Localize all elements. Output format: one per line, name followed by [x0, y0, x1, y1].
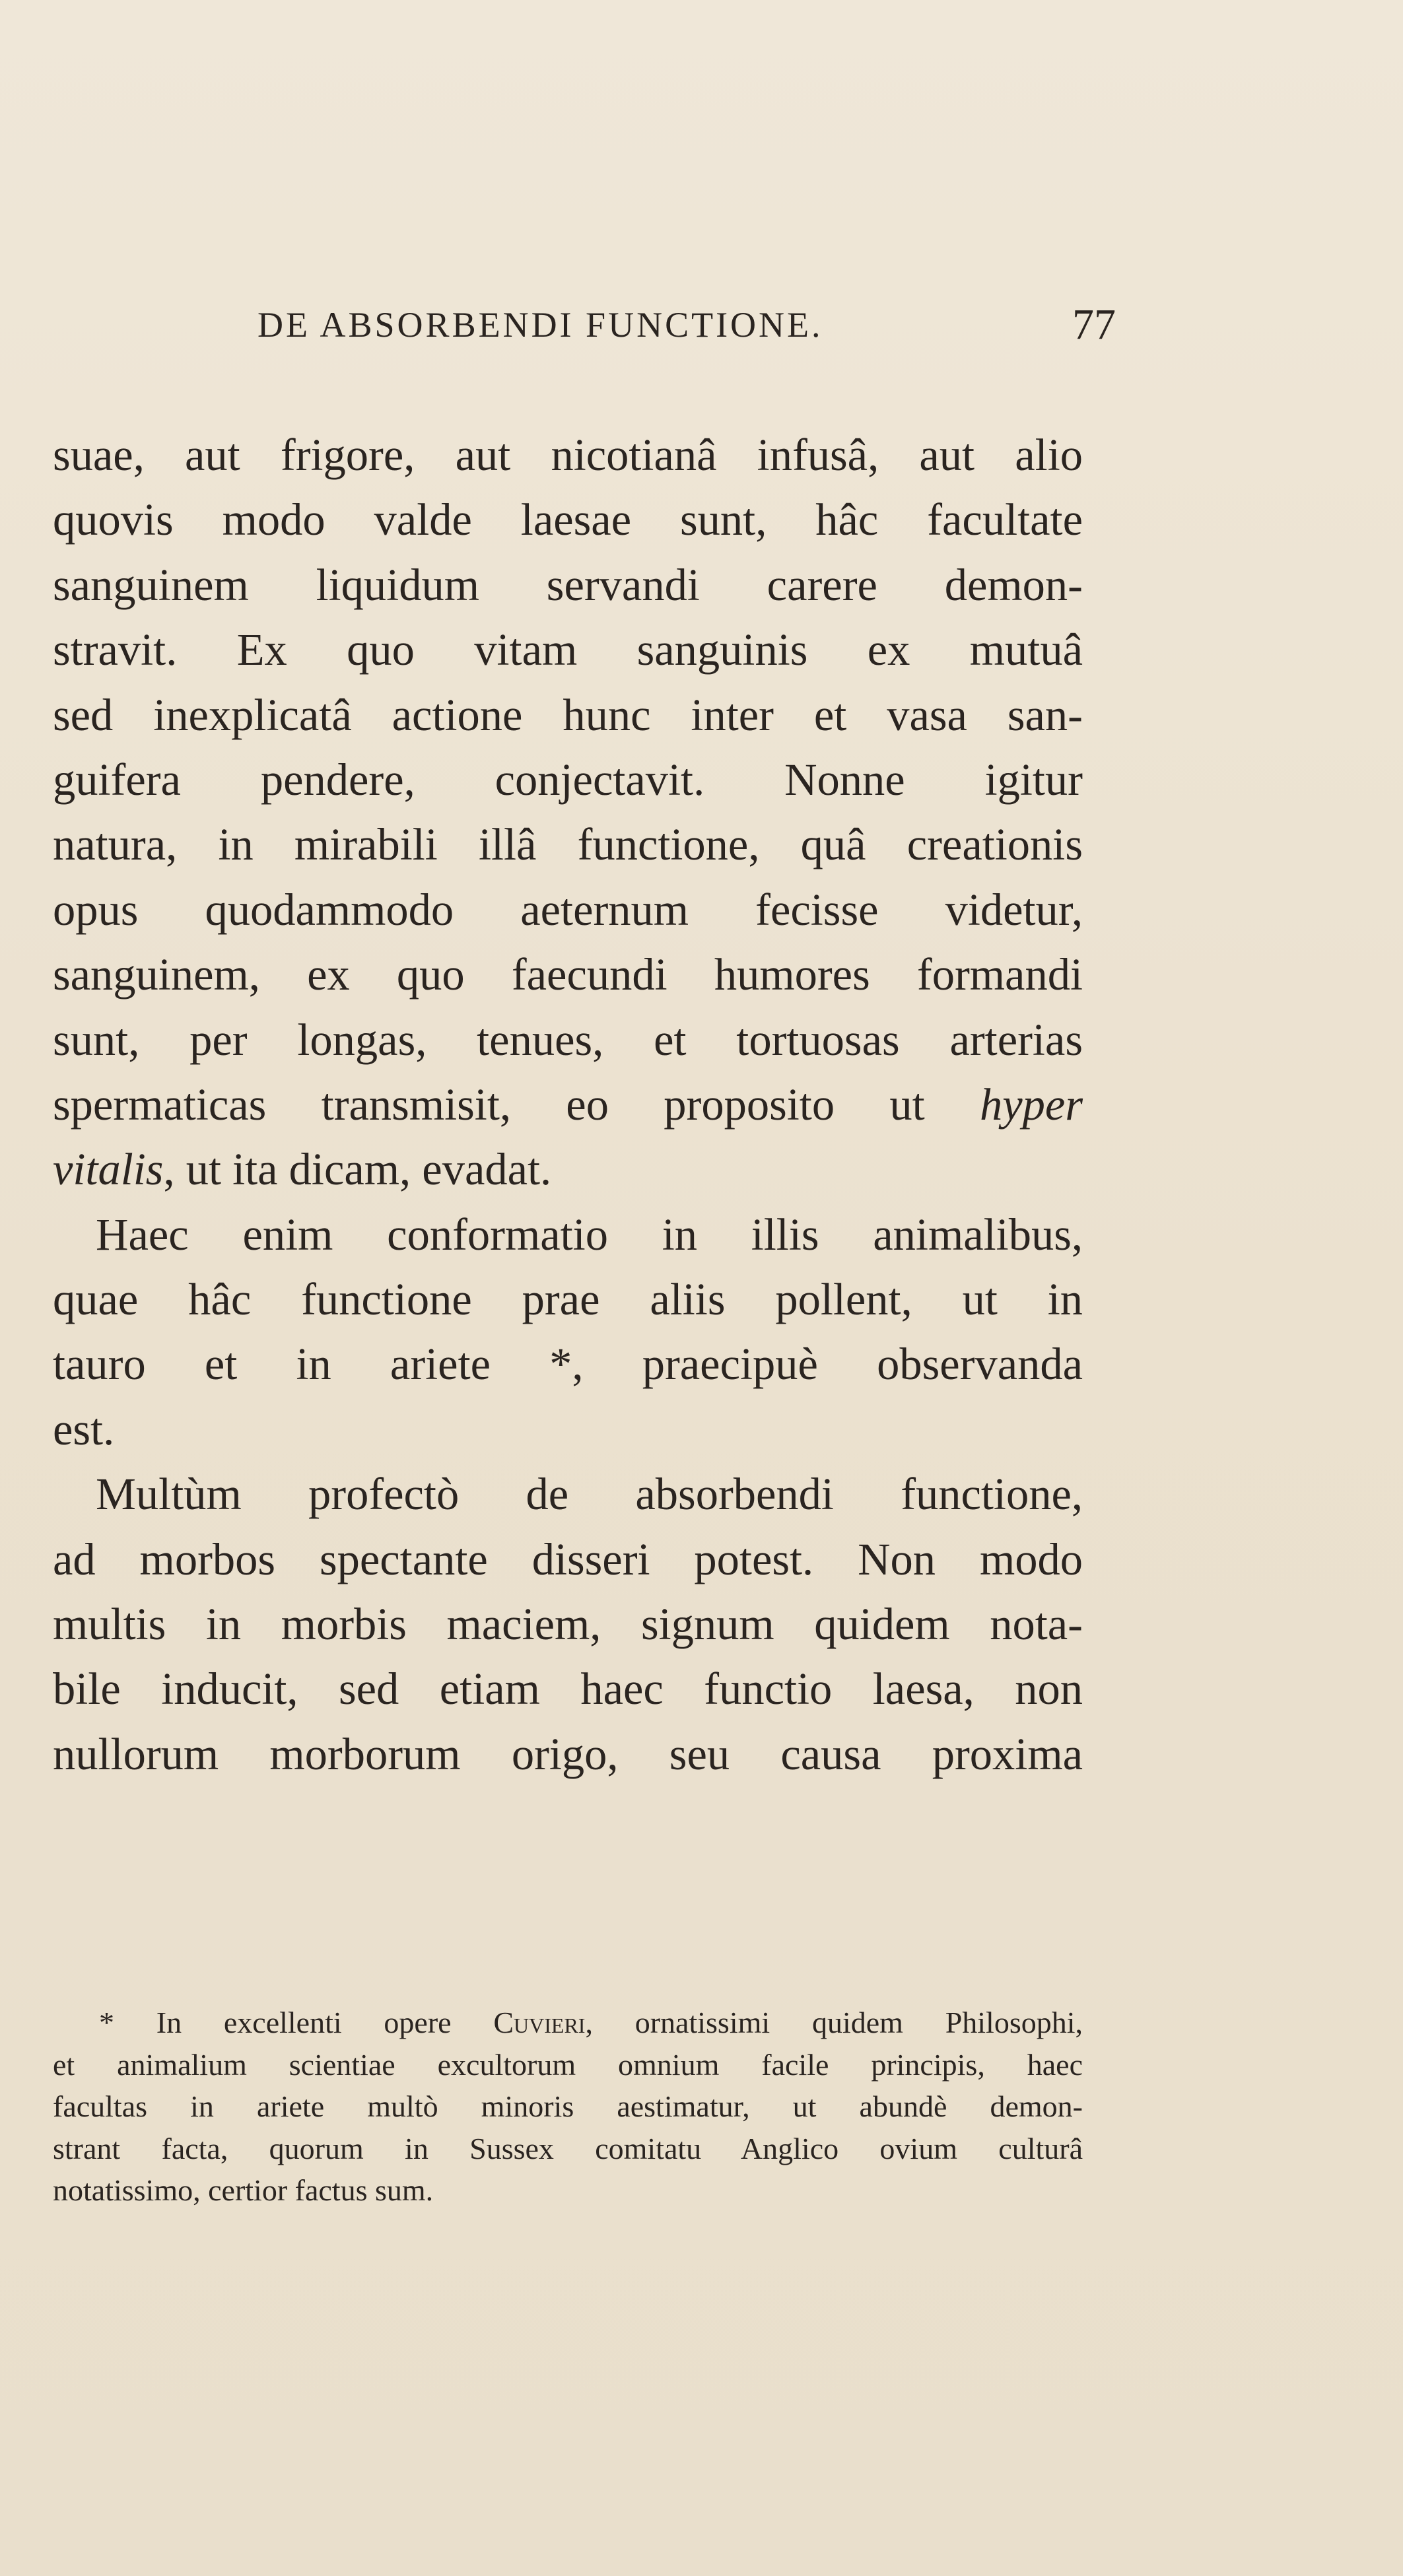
- text-line: sunt, per longas, tenues, et tortuosas arterias: [53, 1014, 1083, 1065]
- footnote-line: facultas in ariete multò minoris aestimatur, ut abundè demon-: [53, 2089, 1083, 2123]
- footnote-line: notatissimo, certior factus sum.: [53, 2173, 434, 2207]
- text-line: multis in morbis maciem, signum quidem nota-: [53, 1599, 1083, 1650]
- text-line: sed inexplicatâ actione hunc inter et vasa san-: [53, 689, 1083, 740]
- text-line: vitalis, ut ita dicam, evadat.: [53, 1144, 552, 1195]
- footnote-line: strant facta, quorum in Sussex comitatu Anglico ovium culturâ: [53, 2131, 1083, 2165]
- text-line: est.: [53, 1404, 115, 1454]
- page-number: 77: [1072, 300, 1116, 349]
- footnote-first-line: [53, 2002, 1083, 2044]
- text-line: sanguinem liquidum servandi carere demon-: [53, 559, 1083, 610]
- text-line: quovis modo valde laesae sunt, hâc facultate: [53, 494, 1083, 545]
- italic-word: vitalis: [53, 1144, 164, 1195]
- text-line: opus quodammodo aeternum fecisse videtur,: [53, 884, 1083, 935]
- text-line: Haec enim conformatio in illis animalibus,: [96, 1209, 1083, 1260]
- text-line: guifera pendere, conjectavit. Nonne igitur: [53, 754, 1083, 805]
- text-line: bile inducit, sed etiam haec functio laesa, non: [53, 1664, 1083, 1714]
- text-line: natura, in mirabili illâ functione, quâ creationis: [53, 819, 1083, 870]
- text-line: quae hâc functione prae aliis pollent, ut in: [53, 1274, 1083, 1325]
- footnote-author: Cuvieri: [493, 2006, 586, 2039]
- text-line: suae, aut frigore, aut nicotianâ infusâ, aut alio: [53, 430, 1083, 480]
- text-line: sanguinem, ex quo faecundi humores formandi: [53, 949, 1083, 1000]
- text-line: ad morbos spectante disseri potest. Non modo: [53, 1534, 1083, 1584]
- text-line: nullorum morborum origo, seu causa proxima: [53, 1728, 1083, 1779]
- footnote-line1-rest: , ornatissimi quidem Philosophi,: [585, 2006, 1083, 2039]
- running-title: DE ABSORBENDI FUNCTIONE.: [257, 305, 823, 345]
- footnote: [53, 2002, 1083, 2212]
- footnote-lead: In excellenti opere: [156, 2006, 452, 2039]
- footnote-line: et animalium scientiae excultorum omnium facile principis, haec: [53, 2047, 1083, 2082]
- footnote-marker: *: [99, 2006, 114, 2039]
- text-line: stravit. Ex quo vitam sanguinis ex mutuâ: [53, 625, 1083, 675]
- main-text: [53, 423, 1083, 1786]
- text-line: spermaticas transmisit, eo proposito ut hyper: [53, 1079, 1083, 1130]
- text-line: Multùm profectò de absorbendi functione,: [96, 1469, 1083, 1520]
- page-header: [257, 298, 1116, 351]
- text-line: tauro et in ariete *, praecipuè observanda: [53, 1339, 1083, 1390]
- italic-word: hyper: [980, 1079, 1083, 1130]
